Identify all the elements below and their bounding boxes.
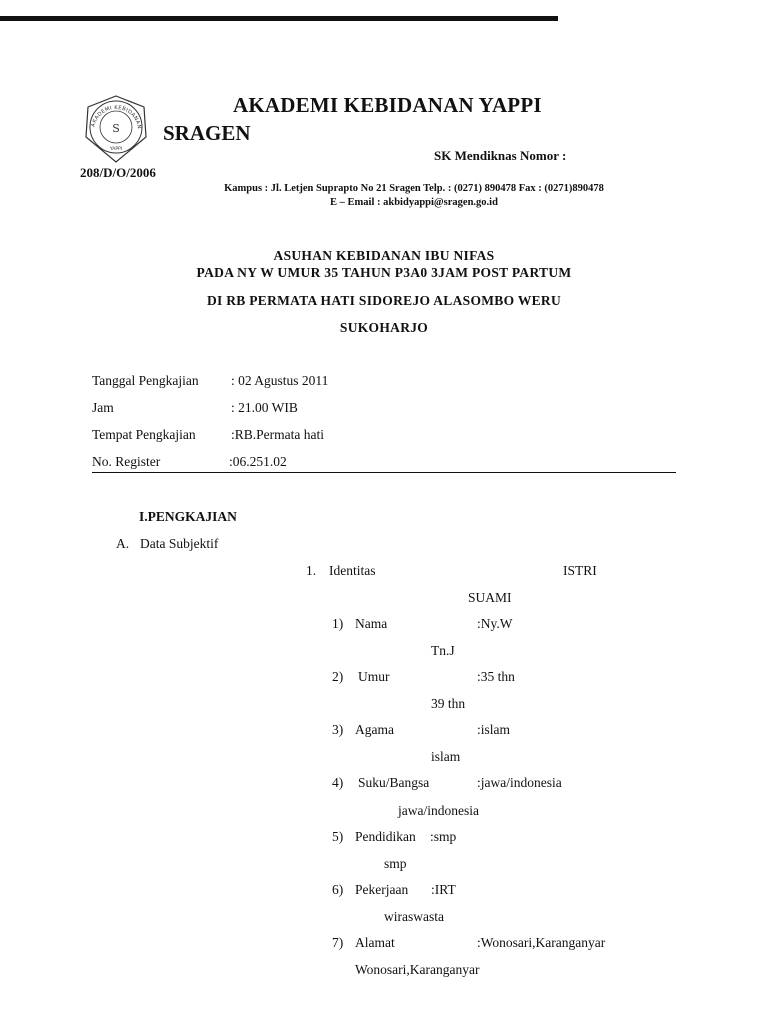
subsection-label: Data Subjektif [140, 536, 219, 551]
item-label-alamat: Alamat [355, 935, 395, 950]
document-title-line2: PADA NY W UMUR 35 TAHUN P3A0 3JAM POST PARTUM [196, 265, 572, 280]
item-number: 4) [332, 775, 344, 790]
campus-address: Kampus : Jl. Letjen Suprapto No 21 Sragen Telp. : (0271) 890478 Fax : (0271)890478 [224, 183, 604, 194]
item-number: 6) [332, 882, 344, 897]
item-number: 7) [332, 935, 344, 950]
info-underline [92, 472, 676, 473]
item-suami-suku: jawa/indonesia [398, 803, 479, 818]
info-value-jam: : 21.00 WIB [231, 400, 298, 415]
identitas-label: Identitas [329, 563, 376, 578]
item-istri-pekerjaan: :IRT [431, 882, 456, 897]
campus-email: E – Email : akbidyappi@sragen.go.id [330, 197, 498, 208]
subsection-marker: A. [116, 536, 130, 551]
item-number: 5) [332, 829, 344, 844]
logo-letter: S [112, 122, 120, 135]
column-suami: SUAMI [468, 590, 512, 605]
institution-name: AKADEMI KEBIDANAN YAPPI [233, 93, 542, 117]
info-label-jam: Jam [92, 400, 114, 415]
document-title-line3: DI RB PERMATA HATI SIDOREJO ALASOMBO WERU [206, 293, 562, 308]
section-heading: I.PENGKAJIAN [139, 509, 237, 524]
logo-bottom-text: YAPPI [109, 147, 123, 152]
identitas-number: 1. [306, 563, 317, 578]
item-label-pendidikan: Pendidikan [355, 829, 416, 844]
logo-arc-text: AKADEMI KEBIDANAN [90, 104, 142, 130]
info-value-tanggal: : 02 Agustus 2011 [231, 373, 329, 388]
item-istri-alamat: :Wonosari,Karanganyar [477, 935, 606, 950]
item-suami-pendidikan: smp [384, 856, 407, 871]
item-istri-pendidikan: :smp [430, 829, 457, 844]
item-suami-alamat: Wonosari,Karanganyar [355, 962, 480, 977]
item-label-nama: Nama [355, 616, 388, 631]
item-label-suku: Suku/Bangsa [358, 775, 430, 790]
info-value-tempat: :RB.Permata hati [231, 427, 324, 442]
item-number: 1) [332, 616, 344, 631]
top-border-bar [0, 16, 558, 21]
item-label-agama: Agama [355, 722, 394, 737]
institution-city: SRAGEN [163, 121, 251, 145]
column-istri: ISTRI [563, 563, 597, 578]
item-suami-nama: Tn.J [431, 643, 455, 658]
sk-number-label: SK Mendiknas Nomor : [434, 148, 567, 163]
item-istri-umur: :35 thn [477, 669, 515, 684]
item-label-umur: Umur [358, 669, 390, 684]
item-number: 2) [332, 669, 344, 684]
sk-number-value: 208/D/O/2006 [80, 165, 156, 180]
akbid-yappi-logo [80, 93, 152, 165]
info-label-tanggal: Tanggal Pengkajian [92, 373, 199, 388]
document-title-line4: SUKOHARJO [339, 320, 429, 335]
item-istri-nama: :Ny.W [477, 616, 513, 631]
item-number: 3) [332, 722, 344, 737]
info-value-register: :06.251.02 [229, 454, 287, 469]
item-istri-suku: :jawa/indonesia [477, 775, 562, 790]
item-label-pekerjaan: Pekerjaan [355, 882, 409, 897]
info-label-register: No. Register [92, 454, 161, 469]
item-suami-umur: 39 thn [431, 696, 466, 711]
item-istri-agama: :islam [477, 722, 510, 737]
info-label-tempat: Tempat Pengkajian [92, 427, 196, 442]
item-suami-agama: islam [431, 749, 461, 764]
document-title-line1: ASUHAN KEBIDANAN IBU NIFAS [273, 248, 495, 263]
item-suami-pekerjaan: wiraswasta [384, 909, 444, 924]
